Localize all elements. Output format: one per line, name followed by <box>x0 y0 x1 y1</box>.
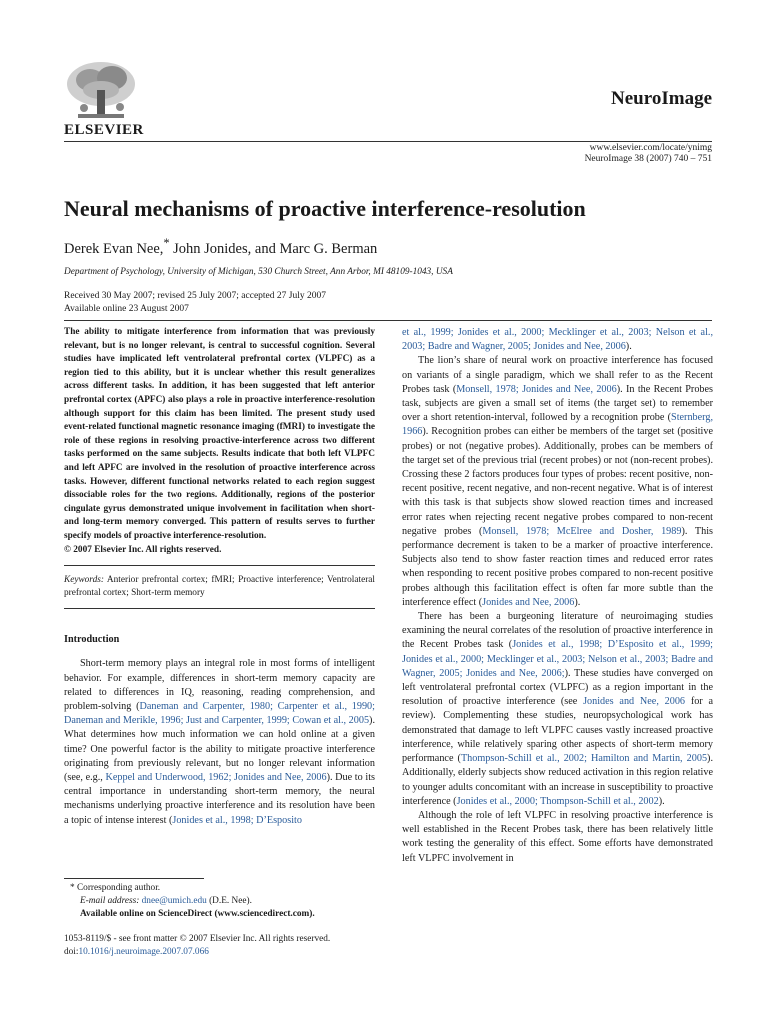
citation-link[interactable]: Monsell, 1978; Jonides and Nee, 2006 <box>456 383 617 395</box>
citation-link[interactable]: Sternberg, 1966 <box>402 412 713 438</box>
right-p2-text-b: ). In the Recent Probes task, subjects are given a small set of items (the target set) to remember over a short retention-interval, followed by a recognition probe ( <box>402 383 713 424</box>
journal-citation: NeuroImage 38 (2007) 740 – 751 <box>584 154 712 164</box>
elsevier-tree-logo <box>64 60 138 122</box>
right-paragraph-continued <box>402 326 713 354</box>
right-p2-text-a: The lion’s share of neural work on proactive interference has focused on variants of a single paradigm, which we shall refer to as the Recent Probes task ( <box>402 355 713 395</box>
intro-p1-text-a: Short-term memory plays an integral role in most forms of intelligent behavior. For example, differences in short-term memory capacity are related to differences in IQ, reasoning, reading comprehension, and problem-solving ( <box>64 658 375 712</box>
section-heading-introduction: Introduction <box>64 634 120 646</box>
right-p3-text-e: ). <box>658 795 665 807</box>
doi-label: doi: <box>64 947 79 957</box>
right-p2-text-c: ). Recognition probes can either be members of the target set (positive probes) or not (negative probes). Additionally, probes can be members of the target set of the previous trial (recent probes) or not (non-recent probes). Crossing these 2 factors produces four types of probes: recent positive, non-recent positive, recent negative, and non-recent negative. What is of interest with this task is that subjects show slowed reaction times and increased error rates when rejecting recent negative probes compared to non-recent negative probes ( <box>402 426 713 537</box>
received-dates: Received 30 May 2007; revised 25 July 2007; accepted 27 July 2007 <box>64 291 326 301</box>
citation-link[interactable]: Jonides et al., 1998; D’Esposito et al., 1999; Jonides et al., 2000; Mecklinger et al., 2003; Nelson et al., 2003; Badre and Wagner, 2005; Jonides and Nee, 2006; <box>402 639 713 679</box>
right-p3-text-b: ). These studies have converged on left ventrolateral prefrontal cortex (VLPFC) as a region important in the resolution of proactive interference (see <box>402 667 713 708</box>
publisher-name: ELSEVIER <box>64 122 144 138</box>
intro-p1-text-c: ). Due to its central importance in understanding short-term memory, the neural mechanisms underlying proactive interference and its resolution have been a topic of intense interest ( <box>64 771 375 826</box>
right-p0-end: ). <box>625 341 632 353</box>
author-list <box>64 236 377 258</box>
right-p2-text-e: ). <box>574 596 581 608</box>
corresponding-star: * <box>163 236 170 250</box>
abstract <box>64 326 375 557</box>
right-column <box>402 326 713 866</box>
affiliation: Department of Psychology, University of Michigan, 530 Church Street, Ann Arbor, MI 48109-1043, USA <box>64 267 453 277</box>
journal-name: NeuroImage <box>611 88 712 109</box>
right-p3-text-d: ). Additionally, elderly subjects show reduced activation in this region relative to younger adults concomitant with an increase in susceptibility to proactive interference ( <box>402 753 713 807</box>
keywords <box>64 574 375 600</box>
available-online-date: Available online 23 August 2007 <box>64 304 189 314</box>
right-p2-text-d: ). This performance decrement is taken to be a marker of proactive interference. Subjects also tend to show faster reaction times and reduced error rates when responding to recent positive probes compared to non-recent positive probes although this facilitation effect is often far more subtle than the interference effect ( <box>402 525 713 608</box>
right-p3-text-c: for a review). Complementing these studies, neuropsychological work has demonstrated that damage to left VLPFC causes vastly increased proactive interference, while relatively sparing other aspects of short-term memory performance ( <box>402 696 713 765</box>
intro-paragraph-1 <box>64 657 375 827</box>
right-paragraph-2 <box>402 354 713 610</box>
email-link[interactable]: dnee@umich.edu <box>141 896 207 906</box>
citation-link[interactable]: Daneman and Carpenter, 1980; Carpenter et al., 1990; Daneman and Merikle, 1996; Just and Carpenter, 1999; Cowan et al., 2005 <box>64 700 375 727</box>
sciencedirect-note: Available online on ScienceDirect (www.sciencedirect.com). <box>80 909 315 919</box>
citation-link[interactable]: et al., 1999; Jonides et al., 2000; Mecklinger et al., 2003; Nelson et al., 2003; Badre and Wagner, 2005; Jonides and Nee, 2006 <box>402 327 713 353</box>
front-matter <box>64 933 384 959</box>
email-line <box>64 895 375 908</box>
abstract-copyright: © 2007 Elsevier Inc. All rights reserved. <box>64 544 222 555</box>
citation-link[interactable]: Jonides and Nee, 2006 <box>482 596 575 608</box>
footnote-rule <box>64 878 204 879</box>
keywords-rule <box>64 608 375 609</box>
citation-link[interactable]: Keppel and Underwood, 1962; Jonides and Nee, 2006 <box>105 771 327 783</box>
left-column <box>64 326 375 828</box>
footnote <box>64 882 375 921</box>
citation-link[interactable]: Thompson-Schill et al., 2002; Hamilton and Martin, 2005 <box>460 753 708 765</box>
keywords-text: Anterior prefrontal cortex; fMRI; Proactive interference; Ventrolateral prefrontal cortex; Short-term memory <box>64 575 375 599</box>
email-rest: (D.E. Nee). <box>206 896 252 906</box>
title-rule <box>64 320 712 321</box>
right-p3-text-a: There has been a burgeoning literature of neuroimaging studies examining the neural correlates of the resolution of proactive interference in the Recent Probes task ( <box>402 611 713 651</box>
header-rule <box>64 141 712 142</box>
issn-line: 1053-8119/$ - see front matter © 2007 Elsevier Inc. All rights reserved. <box>64 934 331 944</box>
intro-p1-text-b: ). What determines how much information we can hold online at a given time? One powerful factor is the ability to mitigate proactive interference originating from previously relevant, but no longer relevant information (see, e.g., <box>64 715 375 783</box>
journal-website[interactable]: www.elsevier.com/locate/ynimg <box>589 143 712 153</box>
citation-link[interactable]: Jonides et al., 1998; D’Esposito <box>172 814 302 826</box>
citation-link[interactable]: Monsell, 1978; McElree and Dosher, 1989 <box>482 525 682 537</box>
email-label: E-mail address: <box>80 896 140 906</box>
right-paragraph-3 <box>402 610 713 809</box>
doi-link[interactable]: 10.1016/j.neuroimage.2007.07.066 <box>78 947 209 957</box>
doi-line <box>64 946 384 959</box>
citation-link[interactable]: Jonides and Nee, 2006 <box>583 696 686 708</box>
right-paragraph-4: Although the role of left VLPFC in resolving proactive interference is well established in the Recent Probes task, there has been relatively little work testing the generality of this effect. Some efforts have demonstrated left VLPFC involvement in <box>402 809 713 864</box>
article-title: Neural mechanisms of proactive interference-resolution <box>64 196 586 221</box>
abstract-text: The ability to mitigate interference from information that was previously relevant, but is no longer relevant, is central to successful cognition. Several studies have implicated left ventrolateral prefrontal cortex (VLPFC) as a region tied to this ability, but it is unclear whether this result generalizes across different tasks. In addition, it has been suggested that left anterior prefrontal cortex (APFC) also plays a role in proactive interference-resolution although support for this claim has been limited. The present study used event-related functional magnetic resonance imaging (fMRI) to investigate the role of these regions in resolving proactive-interference across two different tasks performed on the same subjects. Results indicate that both left VLPFC and left APFC are involved in the resolution of proactive interference across tasks. However, different functional networks related to each region suggest dissociable roles for the two regions. Additionally, regions of the posterior cingulate gyrus demonstrated unique involvement in facilitation when short- and long-term memory converged. This pattern of results serves to further specify models of proactive interference-resolution. <box>64 327 375 541</box>
citation-link[interactable]: Jonides et al., 2000; Thompson-Schill et al., 2002 <box>456 795 659 807</box>
author-rest: John Jonides, and Marc G. Berman <box>169 240 378 257</box>
keywords-label: Keywords: <box>64 575 104 586</box>
abstract-rule <box>64 565 375 566</box>
corresponding-author-note: * Corresponding author. <box>70 883 161 893</box>
author-first: Derek Evan Nee, <box>64 240 164 257</box>
